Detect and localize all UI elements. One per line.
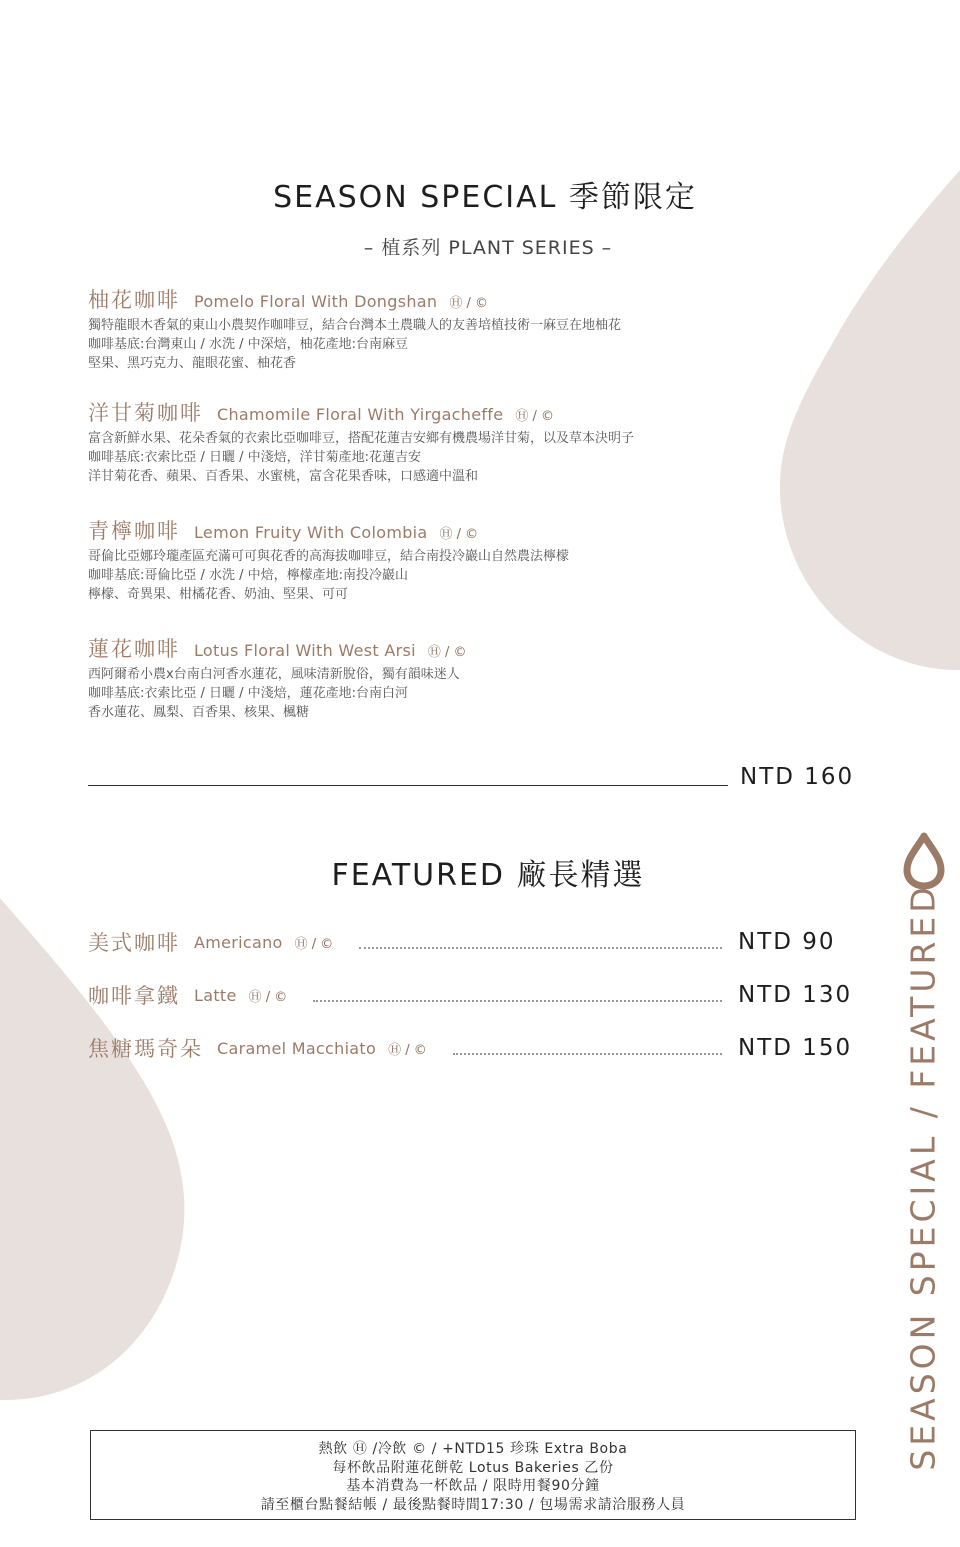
price-divider bbox=[88, 785, 728, 786]
item-name-zh: 柚花咖啡 bbox=[88, 288, 180, 312]
item-name-zh: 美式咖啡 bbox=[88, 931, 180, 955]
note-line: 請至櫃台點餐結帳 / 最後點餐時間17:30 / 包場需求請洽服務人員 bbox=[260, 1496, 686, 1513]
item-description: 西阿爾希小農x台南白河香水蓮花，風味清新脫俗，獨有韻味迷人 bbox=[88, 667, 460, 682]
item-name-en: Chamomile Floral With Yirgacheffe bbox=[217, 405, 504, 424]
menu-item-lemon bbox=[88, 516, 738, 604]
season-price: NTD 160 bbox=[740, 764, 855, 790]
note-line: 熱飲 Ⓗ /冷飲 © / +NTD15 珍珠 Extra Boba bbox=[318, 1441, 628, 1457]
item-name-zh: 洋甘菊咖啡 bbox=[88, 401, 203, 425]
item-name-en: Lotus Floral With West Arsi bbox=[194, 641, 416, 660]
temp-options: Ⓗ / © bbox=[427, 645, 467, 660]
item-description: 哥倫比亞娜玲瓏產區充滿可可與花香的高海拔咖啡豆，結合南投冷巖山自然農法檸檬 bbox=[88, 549, 570, 564]
menu-item-pomelo bbox=[88, 285, 738, 373]
item-name-en: Americano bbox=[194, 932, 283, 952]
item-description: 富含新鮮水果、花朵香氣的衣索比亞咖啡豆，搭配花蓮吉安鄉有機農場洋甘菊，以及草本決明子 bbox=[88, 431, 635, 446]
item-name-en: Pomelo Floral With Dongshan bbox=[194, 292, 438, 311]
note-line: 基本消費為一杯飲品 / 限時用餐90分鐘 bbox=[346, 1478, 600, 1494]
item-name-en: Lemon Fruity With Colombia bbox=[194, 523, 428, 542]
item-price: NTD 150 bbox=[738, 1035, 853, 1061]
item-base: 咖啡基底:衣索比亞 / 日曬 / 中淺焙，洋甘菊產地:花蓮吉安 bbox=[88, 450, 422, 465]
item-notes: 洋甘菊花香、蘋果、百香果、水蜜桃，富含花果香味，口感適中溫和 bbox=[88, 469, 479, 484]
item-base: 咖啡基底:衣索比亞 / 日曬 / 中淺焙，蓮花產地:台南白河 bbox=[88, 686, 409, 701]
dot-leader bbox=[359, 947, 722, 949]
temp-options: Ⓗ / © bbox=[388, 1042, 427, 1058]
featured-item-americano bbox=[88, 925, 868, 959]
notes-box bbox=[90, 1430, 856, 1520]
plant-series-subtitle: – 植系列 PLANT SERIES – bbox=[363, 237, 613, 259]
item-name-zh: 咖啡拿鐵 bbox=[88, 984, 180, 1008]
item-name-en: Caramel Macchiato bbox=[217, 1038, 377, 1058]
featured-item-macchiato bbox=[88, 1031, 868, 1065]
temp-options: Ⓗ / © bbox=[449, 296, 488, 311]
dot-leader bbox=[313, 1000, 722, 1002]
item-notes: 堅果、黑巧克力、龍眼花蜜、柚花香 bbox=[88, 356, 297, 371]
featured-item-latte bbox=[88, 978, 868, 1012]
item-price: NTD 130 bbox=[738, 982, 853, 1008]
side-vertical-label: SEASON SPECIAL / FEATURED bbox=[903, 883, 943, 1471]
item-name-zh: 焦糖瑪奇朵 bbox=[88, 1037, 203, 1061]
item-description: 獨特龍眼木香氣的東山小農契作咖啡豆，結合台灣本土農職人的友善培植技術一麻豆在地柚花 bbox=[88, 318, 622, 333]
featured-title: FEATURED 廠長精選 bbox=[331, 858, 645, 893]
item-name-zh: 蓮花咖啡 bbox=[88, 637, 180, 661]
item-name-en: Latte bbox=[194, 985, 237, 1005]
note-line: 每杯飲品附蓮花餅乾 Lotus Bakeries 乙份 bbox=[332, 1459, 614, 1476]
item-base: 咖啡基底:哥倫比亞 / 水洗 / 中焙，檸檬產地:南投冷巖山 bbox=[88, 568, 409, 583]
temp-options: Ⓗ / © bbox=[439, 527, 479, 542]
item-price: NTD 90 bbox=[738, 929, 836, 955]
item-notes: 香水蓮花、鳳梨、百香果、核果、楓糖 bbox=[88, 705, 310, 720]
dot-leader bbox=[453, 1053, 722, 1055]
temp-options: Ⓗ / © bbox=[515, 409, 555, 424]
item-name-zh: 青檸咖啡 bbox=[88, 519, 180, 543]
menu-item-chamomile bbox=[88, 398, 738, 486]
menu-item-lotus bbox=[88, 634, 738, 722]
item-notes: 檸檬、奇異果、柑橘花香、奶油、堅果、可可 bbox=[88, 587, 349, 602]
temp-options: Ⓗ / © bbox=[248, 989, 288, 1005]
temp-options: Ⓗ / © bbox=[294, 936, 334, 952]
season-title: SEASON SPECIAL 季節限定 bbox=[273, 180, 697, 215]
item-base: 咖啡基底:台灣東山 / 水洗 / 中深焙，柚花產地:台南麻豆 bbox=[88, 337, 409, 352]
